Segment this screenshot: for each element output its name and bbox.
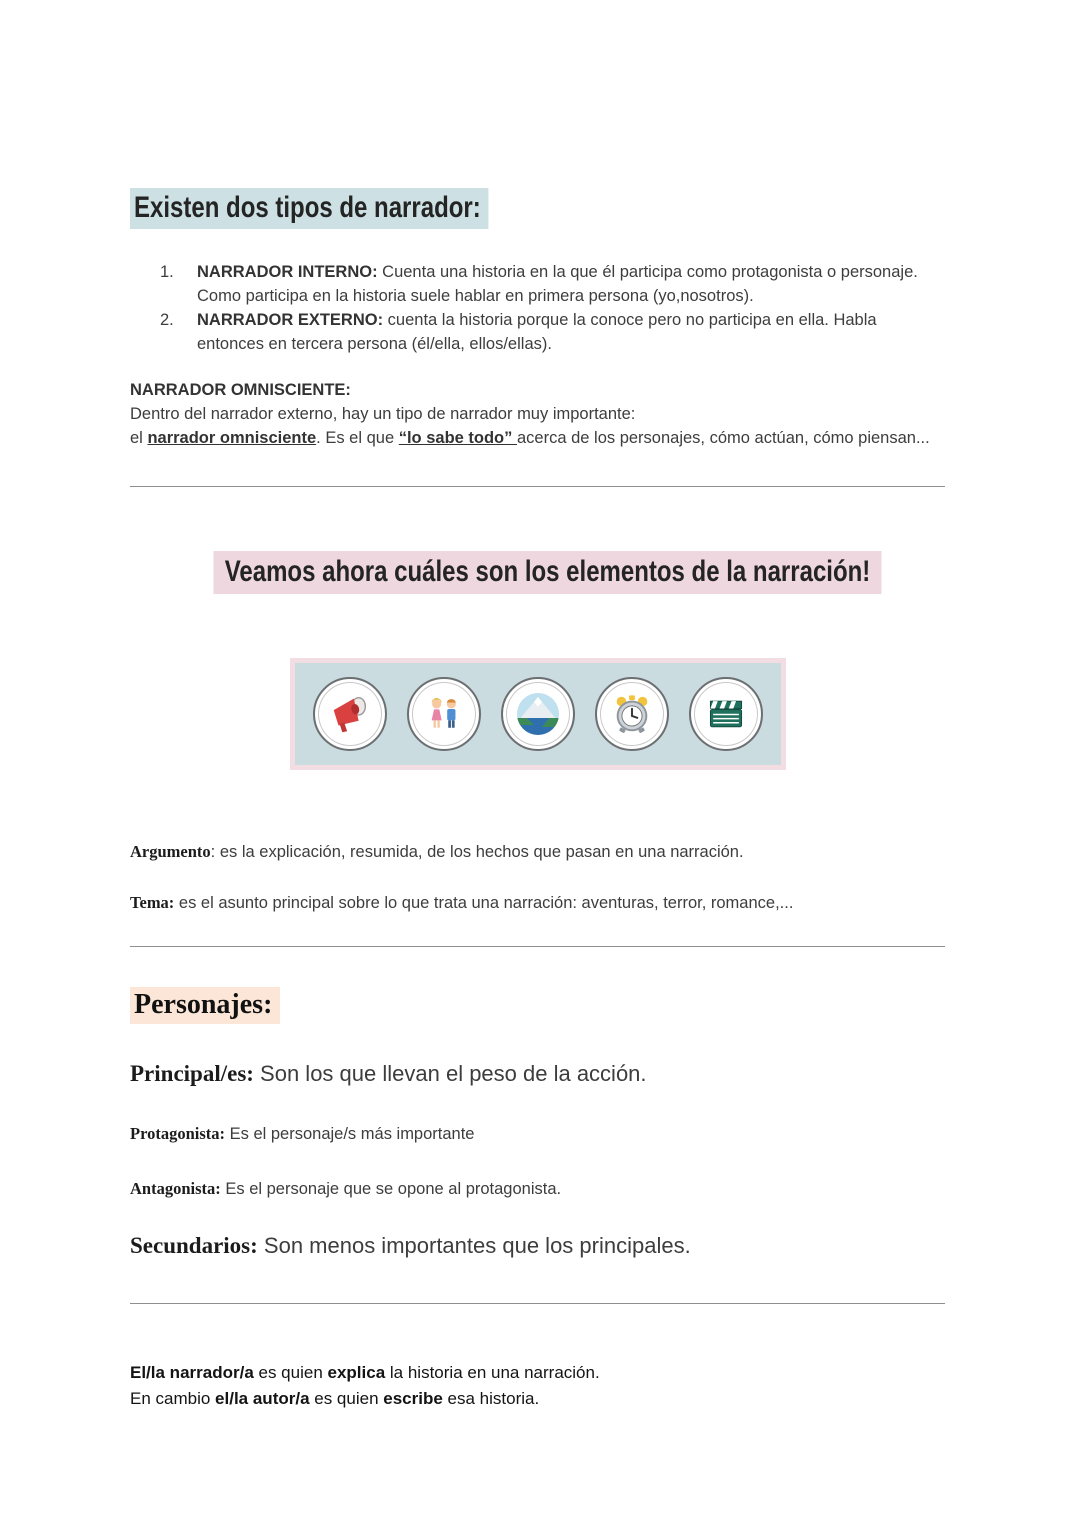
list-item-body: Cuenta una historia en la que él participa como protagonista o personaje. Como participa en la historia suele hablar en primera persona (yo,nosotros). (197, 263, 918, 305)
principal-text: Son los que llevan el peso de la acción. (253, 1061, 647, 1087)
protagonista-text: Es el personaje/s más importante (225, 1125, 475, 1144)
footer-bold: El/la narrador/a (130, 1362, 254, 1382)
principal-label: Principal/es: (130, 1061, 254, 1087)
elementos-title-wrap (130, 551, 945, 594)
footer-text: es quien (253, 1362, 328, 1382)
protagonista-paragraph (130, 1122, 945, 1147)
footer-bold: escribe (383, 1388, 443, 1408)
footer-text: la historia en una narración. (385, 1362, 600, 1382)
alarm-clock-icon (595, 677, 669, 751)
list-number: 1. (160, 263, 174, 281)
omnisciente-heading: NARRADOR OMNISCIENTE: (130, 380, 351, 399)
footer-bold: el/la autor/a (215, 1388, 310, 1408)
section-title-elementos (130, 551, 945, 594)
elements-icon-strip-frame (290, 658, 786, 770)
omnisciente-paragraph (130, 379, 945, 451)
argumento-label: Argumento (130, 842, 211, 862)
highlighted-title-text: Existen dos tipos de narrador: (130, 188, 489, 229)
argumento-paragraph (130, 840, 945, 865)
list-number: 2. (160, 310, 174, 329)
section-divider (130, 486, 945, 487)
omnisciente-seg: . Es el que (316, 428, 399, 447)
highlighted-title-text: Personajes: (130, 987, 280, 1024)
secundarios-label: Secundarios: (130, 1233, 258, 1259)
list-item-narrador-interno (160, 261, 945, 309)
principal-paragraph (130, 1058, 945, 1090)
tema-text: es el asunto principal sobre lo que trata una narración: aventuras, terror, romance,... (174, 894, 794, 913)
omnisciente-line1: Dentro del narrador externo, hay un tipo de narrador muy importante: (130, 404, 636, 423)
clapperboard-icon (689, 677, 763, 751)
section-title-tipos-narrador (130, 188, 945, 229)
list-item-label: NARRADOR EXTERNO: (197, 310, 384, 329)
elements-icon-strip-wrap (130, 658, 945, 770)
footer-text: es quien (309, 1388, 384, 1408)
antagonista-text: Es el personaje que se opone al protagonista. (220, 1180, 562, 1199)
list-item-body: cuenta la historia porque la conoce pero no participa en ella. Habla entonces en tercera persona (él/ella, ellos/ellas). (197, 310, 877, 353)
elements-icon-strip (295, 663, 781, 765)
omnisciente-quote-underlined: “lo sabe todo” (398, 428, 517, 447)
antagonista-label: Antagonista: (130, 1179, 221, 1199)
footer-text: En cambio (130, 1388, 216, 1408)
landscape-icon (501, 677, 575, 751)
highlighted-title-text: Veamos ahora cuáles son los elementos de la narración! (213, 551, 881, 594)
narrator-type-list (160, 261, 945, 357)
omnisciente-seg: acerca de los personajes, cómo actúan, cómo piensan... (516, 428, 930, 447)
megaphone-icon (313, 677, 387, 751)
section-title-personajes (130, 947, 945, 1024)
footer-note (130, 1360, 945, 1413)
argumento-text: : es la explicación, resumida, de los hechos que pasan en una narración. (210, 843, 744, 862)
footer-text: esa historia. (442, 1388, 540, 1408)
omnisciente-seg: el (130, 428, 148, 447)
secundarios-paragraph (130, 1230, 945, 1262)
list-item-text (197, 309, 945, 357)
section-divider (130, 1303, 945, 1304)
list-item-narrador-externo (160, 309, 945, 357)
list-item-text (197, 261, 945, 309)
tema-label: Tema: (130, 893, 175, 913)
footer-bold: explica (327, 1362, 386, 1382)
list-item-label: NARRADOR INTERNO: (197, 263, 378, 281)
tema-paragraph (130, 891, 945, 916)
protagonista-label: Protagonista: (130, 1124, 226, 1144)
characters-icon (407, 677, 481, 751)
antagonista-paragraph (130, 1177, 945, 1202)
omnisciente-term-underlined: narrador omnisciente (147, 428, 317, 447)
secundarios-text: Son menos importantes que los principales. (257, 1233, 691, 1259)
